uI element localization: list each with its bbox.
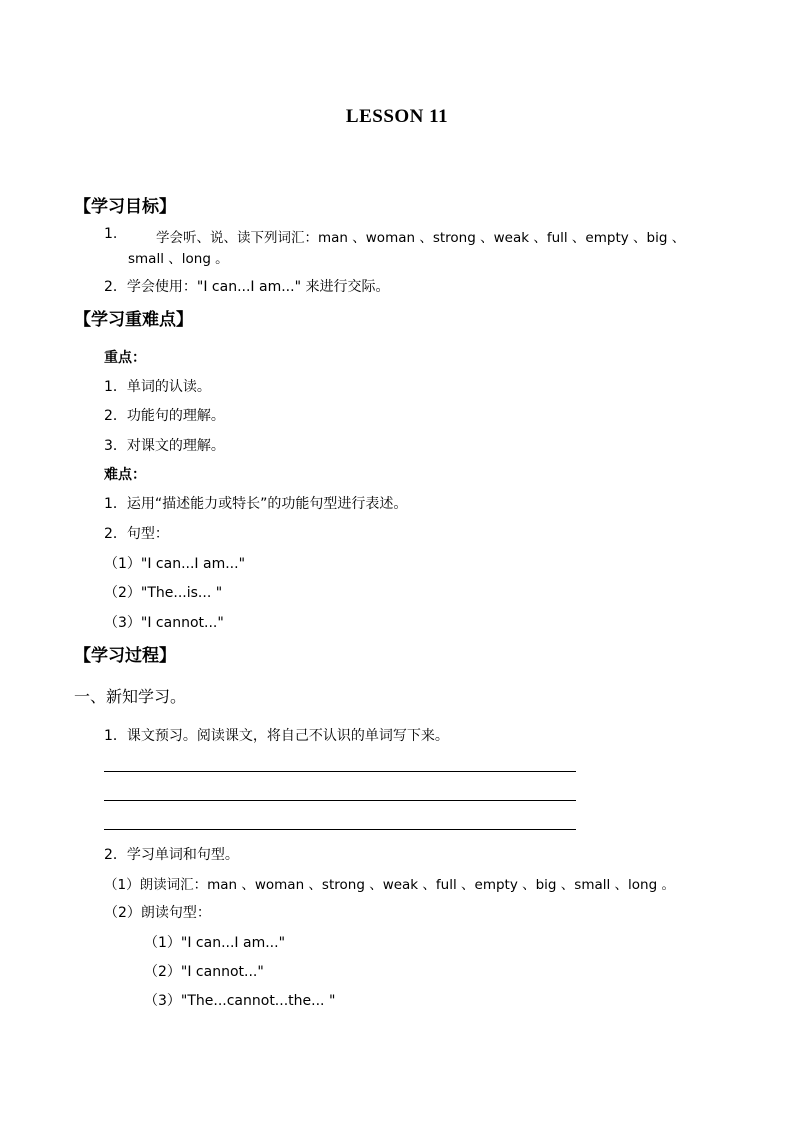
key-item-3: 3．对课文的理解。 — [104, 438, 225, 454]
pattern-item-3: （3）"I cannot..." — [104, 615, 224, 631]
difficult-item-1: 1．运用“描述能力或特长”的功能句型进行表述。 — [104, 496, 408, 512]
step-2: 2．学习单词和句型。 — [104, 847, 239, 863]
pattern-item-1: （1）"I can...I am..." — [104, 556, 246, 572]
step-2-vocab: （1）朗读词汇：man 、woman 、strong 、weak 、full 、empty 、big 、small 、long 。 — [104, 877, 675, 893]
step-2-pattern-1: （1）"I can...I am..." — [144, 935, 286, 951]
pattern-item-2: （2）"The...is... " — [104, 585, 223, 601]
answer-line-2[interactable] — [104, 800, 576, 801]
goals-heading: 【学习目标】 — [74, 197, 176, 217]
keypoints-heading: 【学习重难点】 — [74, 310, 193, 330]
step-2-pattern-3: （3）"The...cannot...the... " — [144, 993, 336, 1009]
goal-item-2: 2．学会使用："I can...I am..." 来进行交际。 — [104, 279, 390, 295]
difficult-item-2: 2．句型： — [104, 526, 169, 542]
key-item-1: 1．单词的认读。 — [104, 379, 211, 395]
difficult-label: 难点： — [104, 467, 146, 483]
step-2-pattern-2: （2）"I cannot..." — [144, 964, 264, 980]
answer-line-1[interactable] — [104, 771, 576, 772]
section-new-knowledge: 一、新知学习。 — [74, 687, 187, 706]
key-label: 重点： — [104, 350, 146, 366]
process-heading: 【学习过程】 — [74, 646, 176, 666]
goal-item-1-continuation: small 、long 。 — [128, 251, 229, 267]
key-item-2: 2．功能句的理解。 — [104, 408, 225, 424]
lesson-title: LESSON 11 — [345, 106, 449, 127]
answer-line-3[interactable] — [104, 829, 576, 830]
goal-item-1-number: 1. — [104, 226, 118, 242]
step-2-patterns-label: （2）朗读句型： — [104, 905, 211, 921]
goal-item-1-text: 学会听、说、读下列词汇：man 、woman 、strong 、weak 、full 、empty 、big 、 — [156, 230, 686, 246]
step-1: 1．课文预习。阅读课文，将自己不认识的单词写下来。 — [104, 728, 449, 744]
